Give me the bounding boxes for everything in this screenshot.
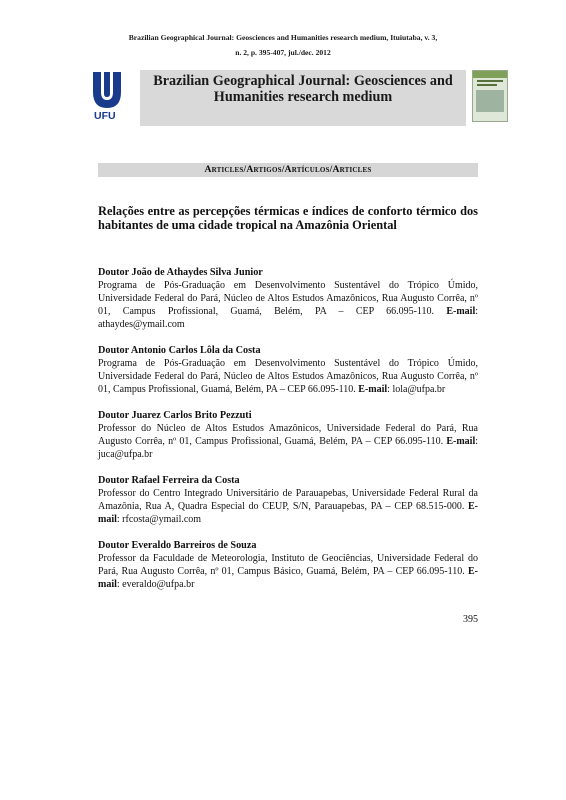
email-label: E-mail [446, 306, 476, 317]
author-entry [98, 474, 478, 526]
journal-title: Brazilian Geographical Journal: Geosciences and Humanities research medium [153, 73, 453, 105]
author-email[interactable]: athaydes@ymail.com [98, 319, 185, 330]
author-entry [98, 409, 478, 461]
journal-title-box [140, 70, 466, 126]
author-entry [98, 344, 478, 396]
author-email[interactable]: juca@ufpa.br [98, 449, 153, 460]
author-entry [98, 266, 478, 331]
journal-cover-thumbnail [472, 70, 508, 122]
author-affiliation: Professor do Núcleo de Altos Estudos Amazônicos, Universidade Federal do Pará, Rua Augusto Corrêa, nº 01, Campus Profissional, Guamá, Belém, PA – CEP 66.095-110. E-mail: juca@ufpa.br [98, 423, 479, 460]
author-name: Doutor Juarez Carlos Brito Pezzuti [98, 410, 252, 421]
email-label: E-mail [358, 384, 388, 395]
running-head-line1: Brazilian Geographical Journal: Geosciences and Humanities research medium, Ituiutaba, v. 3, [128, 33, 438, 42]
ufu-logo-text: UFU [94, 110, 116, 122]
page-number: 395 [463, 614, 478, 625]
running-head [90, 31, 476, 60]
article-title: Relações entre as percepções térmicas e índices de conforto térmico dos habitantes de uma cidade tropical na Amazônia Oriental [98, 204, 478, 232]
ufu-logo-icon [89, 70, 125, 110]
email-label: E-mail [98, 501, 478, 525]
author-email[interactable]: lola@ufpa.br [392, 384, 446, 395]
author-name: Doutor Antonio Carlos Lôla da Costa [98, 345, 261, 356]
author-name: Doutor Everaldo Barreiros de Souza [98, 540, 257, 551]
author-affiliation: Programa de Pós-Graduação em Desenvolvimento Sustentável do Trópico Úmido, Universidade Federal do Pará, Núcleo de Altos Estudos Amazônicos, Rua Augusto Corrêa, nº 01, Campus Profissional, Guamá, Belém, PA – CEP 66.095-110. E-mail: lola@ufpa.br [98, 358, 478, 395]
email-label: E-mail [446, 436, 476, 447]
author-name: Doutor Rafael Ferreira da Costa [98, 475, 240, 486]
journal-masthead [88, 66, 484, 130]
author-list [98, 266, 478, 604]
email-label: E-mail [98, 566, 478, 590]
author-affiliation: Programa de Pós-Graduação em Desenvolvimento Sustentável do Trópico Úmido, Universidade Federal do Pará, Núcleo de Altos Estudos Amazônicos, Rua Augusto Corrêa, nº 01, Campus Profissional, Guamá, Belém, PA – CEP 66.095-110. E-mail: athaydes@ymail.com [98, 280, 479, 330]
author-name: Doutor João de Athaydes Silva Junior [98, 267, 263, 278]
author-affiliation: Professor do Centro Integrado Universitário de Parauapebas, Universidade Federal Rural da Amazônia, Rua A, Quadra Especial do CEUP, S/N, Parauapebas, PA – CEP 68.515-000. E-mail: rfcosta@ymail.com [98, 488, 478, 525]
author-email[interactable]: everaldo@ufpa.br [122, 579, 195, 590]
ufu-logo [88, 70, 132, 128]
author-affiliation: Professor da Faculdade de Meteorologia, Instituto de Geociências, Universidade Federal do Pará, Rua Augusto Corrêa, nº 01, Campus Básico, Guamá, Belém, PA – CEP 66.095-110. E-mail: everaldo@ufpa.br [98, 553, 478, 590]
author-email[interactable]: rfcosta@ymail.com [122, 514, 202, 525]
section-label: Articles/Artigos/Artículos/Articles [98, 163, 478, 177]
running-head-line2: n. 2, p. 395-407, jul./dec. 2012 [235, 47, 331, 57]
author-entry [98, 539, 478, 591]
